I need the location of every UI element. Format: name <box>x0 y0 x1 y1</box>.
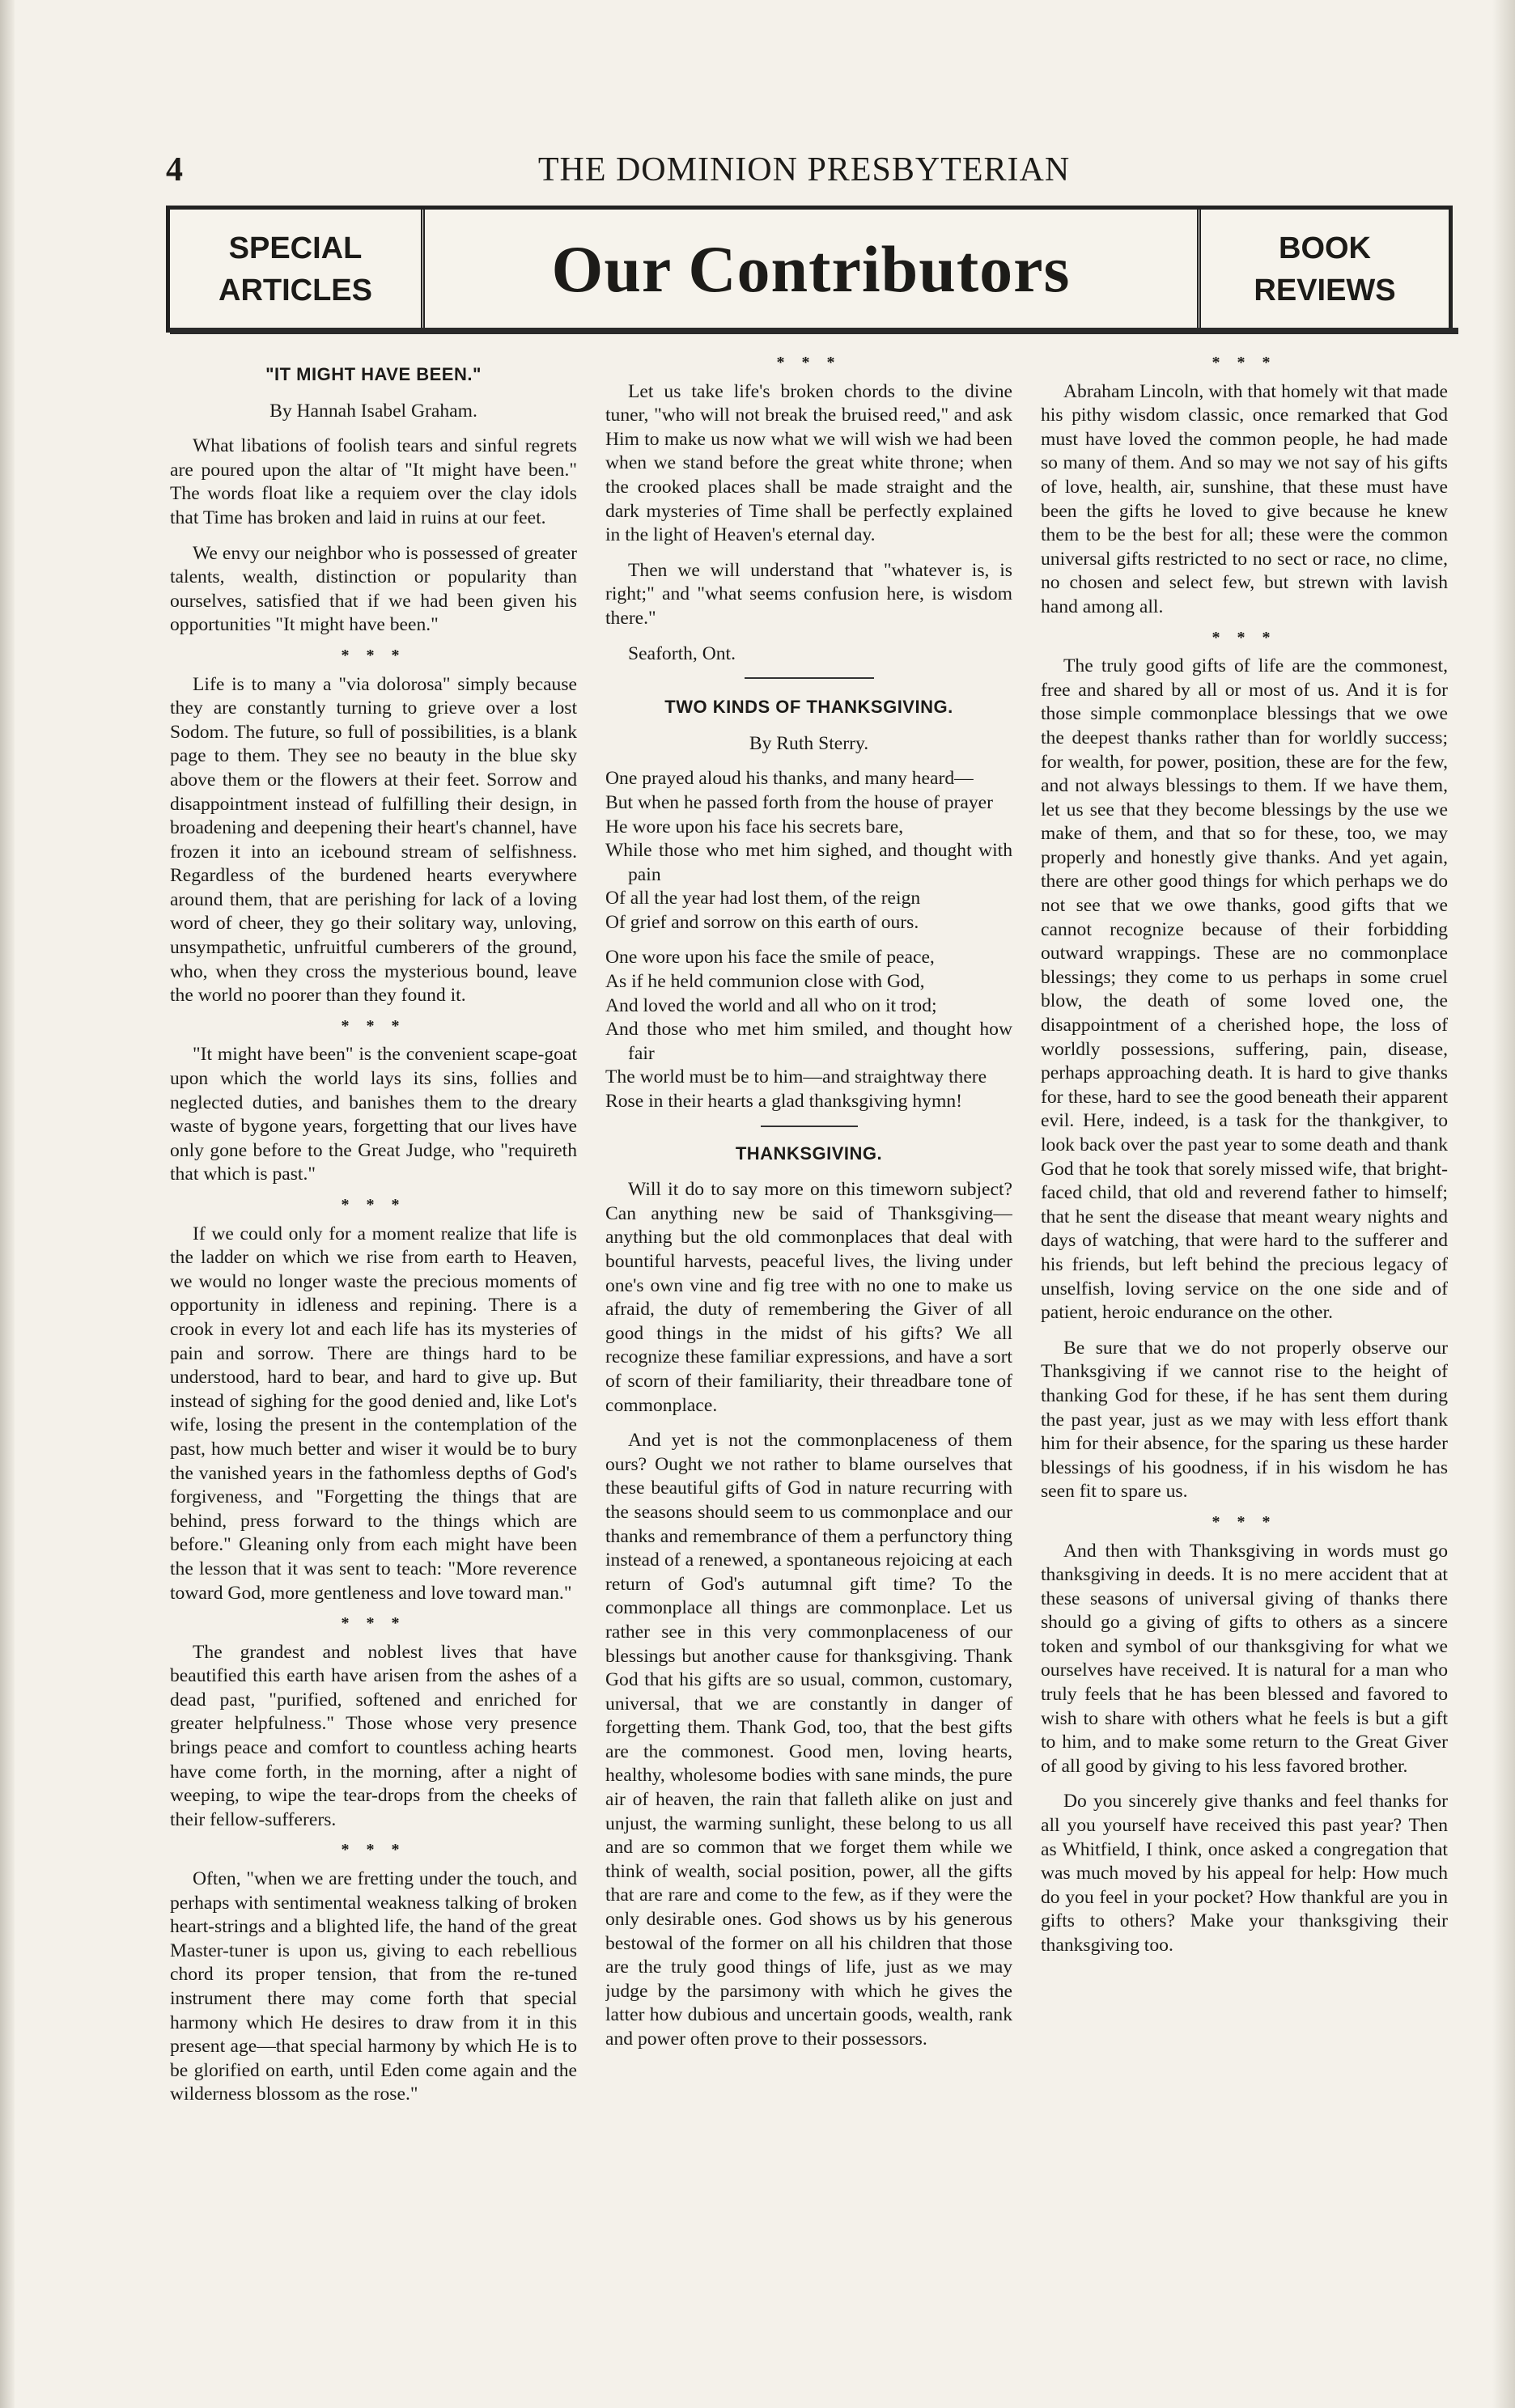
article-byline: By Hannah Isabel Graham. <box>269 400 477 422</box>
section-title: Our Contributors <box>551 231 1071 306</box>
column-2 <box>605 356 1012 2217</box>
column-1 <box>170 356 577 2217</box>
poem <box>605 767 1012 1113</box>
paragraph: The truly good gifts of life are the commonest, free and shared by all or most of us. And it is for those simple commonplace blessings that we owe the deepest thanks rather than for worldly success; for wealth, for power, position, these are for the few, and not always blessings to them. If we have them, let us see that they become blessings by the use we make of them, and that so for these, too, we may properly and honestly give thanks. And yet again, there are other good things for which perhaps we do not see that we owe thanks, good gifts that we cannot recognize because of their forbidding outward wrappings. These are no commonplace blessings; they come to us perhaps in some cruel blow, the death of some loved one, the disappointment of a cherished hope, the loss of worldly possessions, suffering, pain, disease, perhaps approaching death. It is hard to give thanks for these, hard to see the good beneath their apparent evil. Here, indeed, is a task for the thankgiver, to look back over the past year to some death and thank God that he took that sorely missed wife, that bright-faced child, that old and reverend father to himself; that he sent the disease that meant weary nights and days of watching, that were hard to the sufferer and his friends, but left behind the precious legacy of unselfish, loving service on the one side and of patient, heroic endurance on the other. <box>1041 655 1448 1324</box>
page-number: 4 <box>166 151 183 189</box>
paragraph: Do you sincerely give thanks and feel thanks for all you yourself have received this past year? Then as Whitfield, I think, once asked a congregation that was much moved by his appeal for help: How much do you feel in your pocket? How thankful are you in gifts to others? Make your thanksgiving their thanksgiving too. <box>1041 1791 1448 1956</box>
section-divider-stars: * * * <box>776 356 842 371</box>
article-signature: Seaforth, Ont. <box>628 642 736 664</box>
poem-line: Of all the year had lost them, of the reign <box>605 888 921 909</box>
section-divider-stars: * * * <box>1212 356 1277 371</box>
page-edge-left <box>0 0 15 2408</box>
poem-byline: By Ruth Sterry. <box>749 732 869 754</box>
section-divider-stars: * * * <box>341 1841 406 1859</box>
section-divider-stars: * * * <box>341 1016 406 1035</box>
paragraph: Be sure that we do not properly observe our Thanksgiving if we cannot rise to the height of thanking God for these, if he has sent them during the past year, just as we may with less effort thank him for their absence, for the sparing us these harder blessings of his goodness, if in his wisdom he has seen fit to spare us. <box>1041 1337 1448 1503</box>
poem-line: He wore upon his face his secrets bare, <box>605 816 904 837</box>
paragraph: If we could only for a moment realize that life is the ladder on which we rise from earth to Heaven, we would no longer waste the precious moments of opportunity in idleness and repining. There is a crook in every lot and each life has its mysteries of pain and sorrow. There are things hard to be understood, hard to bear, and hard to give up. But instead of sighing for the good denied and, like Lot's wife, losing the present in the contemplation of the past, how much better and wiser it would be to bury the vanished years in the fathomless depths of God's forgiveness, and "Forgetting the things that are behind, press forward to the things which are before." Gleaning only from each might have been the lesson that it was sent to teach: "More reverence toward God, more gentleness and love toward man." <box>170 1223 577 1604</box>
column-rule <box>761 1126 858 1127</box>
column-rule <box>745 677 874 679</box>
special-label: SPECIAL <box>228 231 363 265</box>
paragraph: Often, "when we are fretting under the touch, and perhaps with sentimental weakness talking of broken heart-strings and a blighted life, the hand of the great Master-tuner is upon us, giving to each rebellious chord its proper tension, that from the re-tuned instrument there may come forth that special harmony which He desires to draw from it in this present age—that special harmony by which He is to be glorified on earth, until Eden come again and the wilderness blossom as the rose." <box>170 1868 577 2105</box>
journal-title: THE DOMINION PRESBYTERIAN <box>537 151 1071 189</box>
poem-line: And those who met him smiled, and thought how fair <box>605 1019 1012 1064</box>
poem-line: And loved the world and all who on it trod; <box>605 994 937 1016</box>
poem-line: One wore upon his face the smile of peace, <box>605 947 935 969</box>
paragraph: Abraham Lincoln, with that homely wit that made his pithy wisdom classic, once remarked that God must have loved the common people, he had made so many of them. And so may we not say of his gifts of love, health, air, sunshine, that these must have been the gifts he loved to give because he knew them to be the best for all; these were the common universal gifts restricted to no sect or race, no clime, no chosen and select few, but strewn with lavish hand among all. <box>1041 380 1448 617</box>
poem-title: TWO KINDS OF THANKSGIVING. <box>664 697 953 718</box>
reviews-label: REVIEWS <box>1254 273 1396 307</box>
poem-line: As if he held communion close with God, <box>605 971 925 993</box>
article-title: "IT MIGHT HAVE BEEN." <box>265 364 482 384</box>
article-title: THANKSGIVING. <box>735 1143 883 1164</box>
poem-line: But when he passed forth from the house of prayer <box>605 791 993 813</box>
paragraph: "It might have been" is the convenient scape-goat upon which the world lays its sins, follies and neglected duties, and banishes them to the dreary waste of bygone years, forgetting that our lives have only gone before to the Great Judge, who "requireth that which is past." <box>170 1044 577 1185</box>
page-edge-right <box>1492 0 1515 2408</box>
section-divider-stars: * * * <box>1212 1512 1277 1531</box>
section-divider-stars: * * * <box>341 1614 406 1633</box>
special-articles-box <box>170 210 425 329</box>
paragraph: And yet is not the commonplaceness of them ours? Ought we not rather to blame ourselves that these beautiful gifts of God in nature recurring with the seasons should seem to us commonplace and our thanks and remembrance of them a perfunctory thing instead of a renewed, a spontaneous rejoicing at each return of God's autumnal gift time? To the commonplace all things are commonplace. Let us rather see in this very commonplaceness of our blessings but another cause for thanksgiving. Thank God that his gifts are so usual, common, customary, universal, that we are constantly in danger of forgetting them. Thank God, too, that the best gifts are the commonest. Good men, loving hearts, healthy, wholesome bodies with sane minds, the pure air of heaven, the rain that falleth alike on just and unjust, the warming sunlight, these belong to us all and are so common that we forget them while we think of wealth, social position, power, all the gifts that are rare and come to the few, as if they were the only desirable ones. God shows us by his generous bestowal of the former on all his children that those are the truly good things of life, just as we may judge by the parsimony with which he gives the latter how dubious and uncertain goods, wealth, rank and power often prove to their possessors. <box>605 1430 1012 2050</box>
column-3 <box>1041 356 1448 2217</box>
poem-stanza <box>605 767 1012 935</box>
paragraph: We envy our neighbor who is possessed of greater talents, wealth, distinction or popularity than ourselves, satisfied that if we had been given his opportunities "It might have been." <box>170 542 577 636</box>
poem-stanza <box>605 946 1012 1113</box>
paragraph: And then with Thanksgiving in words must go thanksgiving in deeds. It is no mere accident that at these seasons of universal giving of thanks there should go a giving of gifts to others as a sincere token and symbol of our thanksgiving for what we ourselves have received. It is natural for a man who truly feels that he has been blessed and favored to wish to share with others what he feels is but a gift to him, and to make some return to the Great Giver of all good by giving to his less favored brother. <box>1041 1540 1448 1777</box>
book-label: BOOK <box>1279 231 1371 265</box>
articles-label: ARTICLES <box>219 273 372 307</box>
section-divider-stars: * * * <box>341 646 406 664</box>
poem-line: Rose in their hearts a glad thanksgiving hymn! <box>605 1091 962 1113</box>
poem-line: Of grief and sorrow on this earth of ours. <box>605 911 919 933</box>
banner-rule <box>170 328 1458 334</box>
paragraph: Then we will understand that "whatever is, is right;" and "what seems confusion here, is wisdom there." <box>605 559 1012 629</box>
section-divider-stars: * * * <box>1212 628 1277 647</box>
paragraph: Let us take life's broken chords to the divine tuner, "who will not break the bruised reed," and ask Him to make us now what we will wish we had been when we stand before the great white throne; when the crooked places shall be made straight and the dark mysteries of Time shall be perfectly explained in the light of Heaven's eternal day. <box>605 380 1012 546</box>
paragraph: Life is to many a "via dolorosa" simply because they are constantly turning to grieve over a lost Sodom. The future, so full of possibilities, is a blank page to them. They see no beauty in the blue sky above them or the flowers at their feet. Sorrow and disappointment instead of fulfilling their design, in broadening and deepening their heart's channel, have frozen it into an icebound stream of selfishness. Regardless of the burdened hearts everywhere around them, that are perishing for lack of a loving word of cheer, they go their solitary way, unloving, unsympathetic, unfruitful cumberers of the ground, who, when they cross the mysterious bound, leave the world no poorer than they found it. <box>170 673 577 1007</box>
paragraph: The grandest and noblest lives that have beautified this earth have arisen from the ashes of a dead past, "purified, softened and enriched for greater helpfulness." Those whose very presence brings peace and comfort to countless aching hearts have come forth, in the morning, after a night of weeping, to wipe the tear-drops from the cheeks of their fellow-sufferers. <box>170 1641 577 1830</box>
poem-line: The world must be to him—and straightway there <box>605 1066 987 1088</box>
paragraph: Will it do to say more on this timeworn subject? Can anything new be said of Thanksgiving—anything but the old commonplaces that deal with bountiful harvests, peaceful lives, the living under one's own vine and fig tree with no one to make us afraid, the duty of remembering the Giver of all good things in the midst of his gifts? We all recognize these familiar expressions, and have a sort of scorn of their familiarity, their threadbare tone of commonplace. <box>605 1179 1012 1416</box>
section-divider-stars: * * * <box>341 1196 406 1214</box>
paragraph: What libations of foolish tears and sinful regrets are poured upon the altar of "It might have been." The words float like a requiem over the clay idols that Time has broken and laid in ruins at our feet. <box>170 435 577 528</box>
poem-line: While those who met him sighed, and thought with pain <box>605 840 1012 885</box>
section-banner <box>166 206 1453 333</box>
book-reviews-box <box>1197 210 1449 329</box>
poem-line: One prayed aloud his thanks, and many heard— <box>605 768 974 790</box>
article-columns <box>170 356 1449 2217</box>
running-head <box>166 150 1442 191</box>
